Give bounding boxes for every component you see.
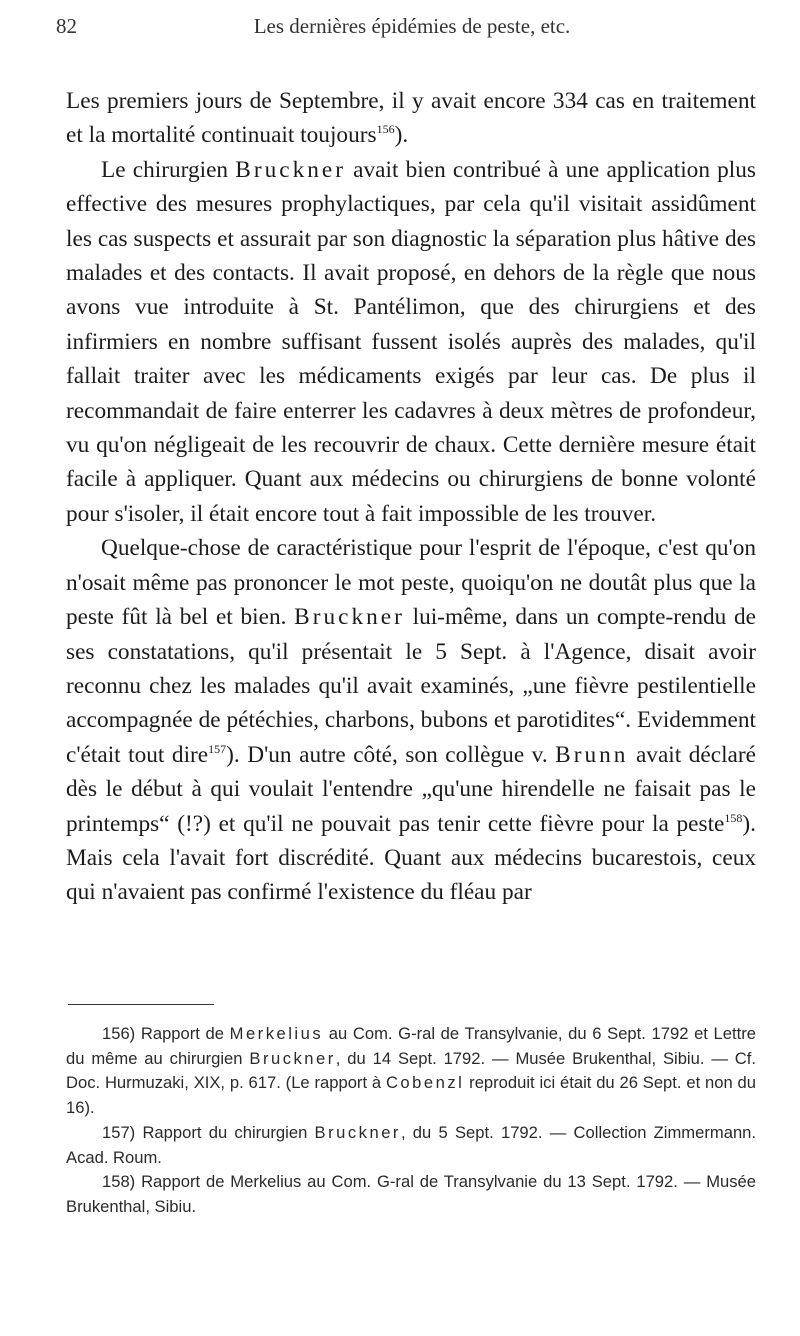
text-run: avait déclaré dès le début à qui voulait l'entendre „qu'une hirendelle ne faisait pas le printemps“ (!?) et qu'il ne pouvait pas tenir cette fièvre pour la peste [66,741,756,837]
text-run: lui-même, dans un compte-rendu de ses constatations, qu'il présentait le 5 Sept. à l'Agence, disait avoir reconnu chez les malades qu'il avait examinés, „une fièvre pestilentielle accompagnée de pétéchies, charbons, bubons et parotidites“. Evidemment c'était tout dire [66,604,756,768]
paragraph-2 [66,153,756,531]
footnote-ref-156: 156 [376,122,395,137]
text-run: Quelque-chose de caractéristique pour l'esprit de l'époque, c'est qu'on n'osait même pas prononcer le mot peste, quoiqu'on ne doutât plus que la peste fût là bel et bien. [66,535,756,631]
running-header [52,14,772,44]
text-run: ). D'un autre côté, son collègue v. [226,741,556,768]
text-run: , du 5 Sept. 1792. — Collection Zimmermann. Acad. Roum. [66,1122,757,1167]
footnote-158 [66,1170,756,1219]
footnote-157 [66,1121,756,1170]
text-run: avait bien contribué à une application plus effective des mesures prophylactiques, par cela qu'il visitait assidûment les cas suspects et assurait par son diagnostic la séparation plus hâtive des malades et des contacts. Il avait proposé, en dehors de la règle que nous avons vue introduite à St. Pantélimon, que des chirurgiens et des infirmiers en nombre suffisant fussent isolés auprès des malades, qu'il fallait traiter avec les médicaments exigés par leur cas. De plus il recommandait de faire enterrer les cadavres à deux mètres de profondeur, vu qu'on négligeait de les recouvrir de chaux. Cette dernière mesure était facile à appliquer. Quant aux médecins ou chirurgiens de bonne volonté pour s'isoler, il était encore tout à fait impossible de les trouver. [66,156,756,527]
footnote-156 [66,1022,756,1121]
text-run: reproduit ici était du 26 Sept. et non du 16). [66,1073,756,1118]
paragraph-1 [66,84,756,153]
footnote-ref-157: 157 [208,741,227,756]
running-title: Les dernières épidémies de peste, etc. [253,14,571,38]
footnote-separator [68,1004,214,1005]
text-run: ). Mais cela l'avait fort discrédité. Quant aux médecins bucarestois, ceux qui n'avaient pas confirmé l'existence du fléau par [66,810,756,906]
text-run: 157) Rapport du chirurgien [102,1122,315,1142]
person-name: Merkelius [229,1024,324,1043]
text-run: Le chirurgien [101,156,236,183]
text-run: Les premiers jours de Septembre, il y avait encore 334 cas en traitement et la mortalité continuait toujours [66,88,756,149]
text-run: , du 14 Sept. 1792. — Musée Brukenthal, Sibiu. — Cf. Doc. Hurmuzaki, XIX, p. 617. (Le rapport à [66,1048,756,1093]
person-name: Bruckner [249,1048,336,1068]
person-name: Brunn [555,741,629,768]
person-name: Bruckner [314,1122,401,1142]
paragraph-3 [66,531,756,909]
body-text [66,84,756,910]
page-number: 82 [56,14,77,38]
footnote-ref-158: 158 [724,810,743,825]
person-name: Cobenzl [385,1073,465,1093]
text-run: au Com. G-ral de Transylvanie, du 6 Sept. 1792 et Lettre du même au chirurgien [66,1024,756,1068]
text-run: 156) Rapport de [102,1024,230,1043]
text-run: ). [394,122,409,149]
person-name: Bruckner [294,604,405,631]
person-name: Bruckner [235,156,346,183]
footnotes [66,1022,756,1220]
text-run: 158) Rapport de Merkelius au Com. G-ral de Transylvanie du 13 Sept. 1792. — Musée Brukenthal, Sibiu. [66,1172,756,1216]
